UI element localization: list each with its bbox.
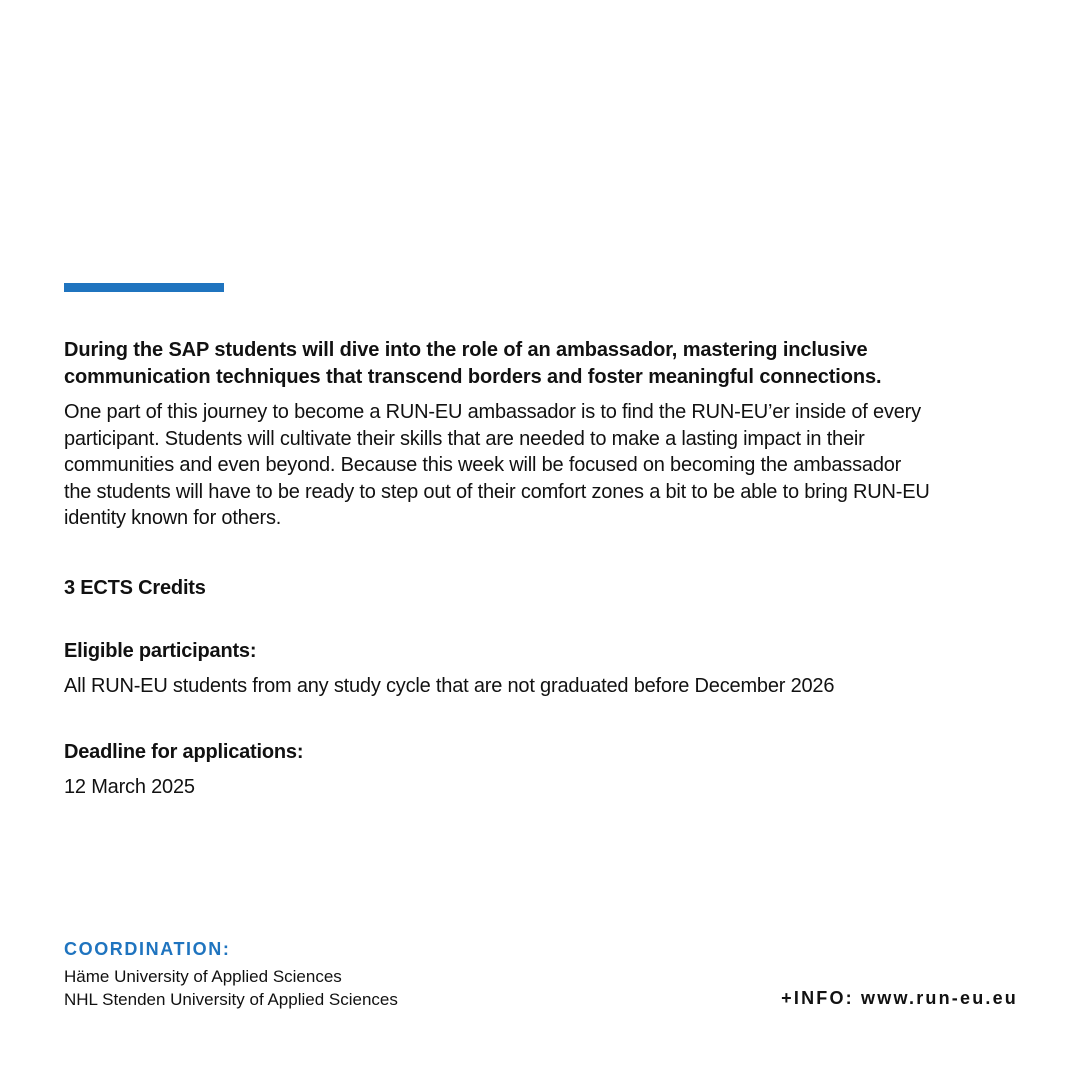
coordination-label: COORDINATION: [64, 939, 231, 959]
coordinator-institution: NHL Stenden University of Applied Sciences [64, 990, 398, 1009]
body-line: communities and even beyond. Because this week will be focused on becoming the ambassador [64, 454, 902, 476]
body-line: the students will have to be ready to step out of their comfort zones a bit to be able to bring RUN-EU [64, 480, 930, 503]
coordinator-institution: Häme University of Applied Sciences [64, 967, 342, 986]
deadline-label: Deadline for applications: [64, 741, 304, 763]
deadline-value: 12 March 2025 [64, 776, 195, 798]
body-line: participant. Students will cultivate their skills that are needed to make a lasting impact in their [64, 427, 865, 450]
body-paragraph [64, 399, 1024, 532]
credits-heading: 3 ECTS Credits [64, 577, 206, 599]
eligible-participants-value: All RUN-EU students from any study cycle that are not graduated before December 2026 [64, 675, 835, 697]
lead-paragraph [64, 337, 1024, 391]
body-line: identity known for others. [64, 507, 282, 529]
eligible-participants-label: Eligible participants: [64, 640, 257, 662]
lead-line: communication techniques that transcend borders and foster meaningful connections. [64, 366, 882, 388]
lead-line: During the SAP students will dive into the role of an ambassador, mastering inclusive [64, 339, 868, 361]
body-line: One part of this journey to become a RUN-EU ambassador is to find the RUN-EU’er inside of every [64, 401, 921, 423]
coordination-list [64, 965, 398, 1011]
accent-bar [64, 283, 224, 292]
info-link[interactable]: +INFO: www.run-eu.eu [781, 988, 1018, 1008]
